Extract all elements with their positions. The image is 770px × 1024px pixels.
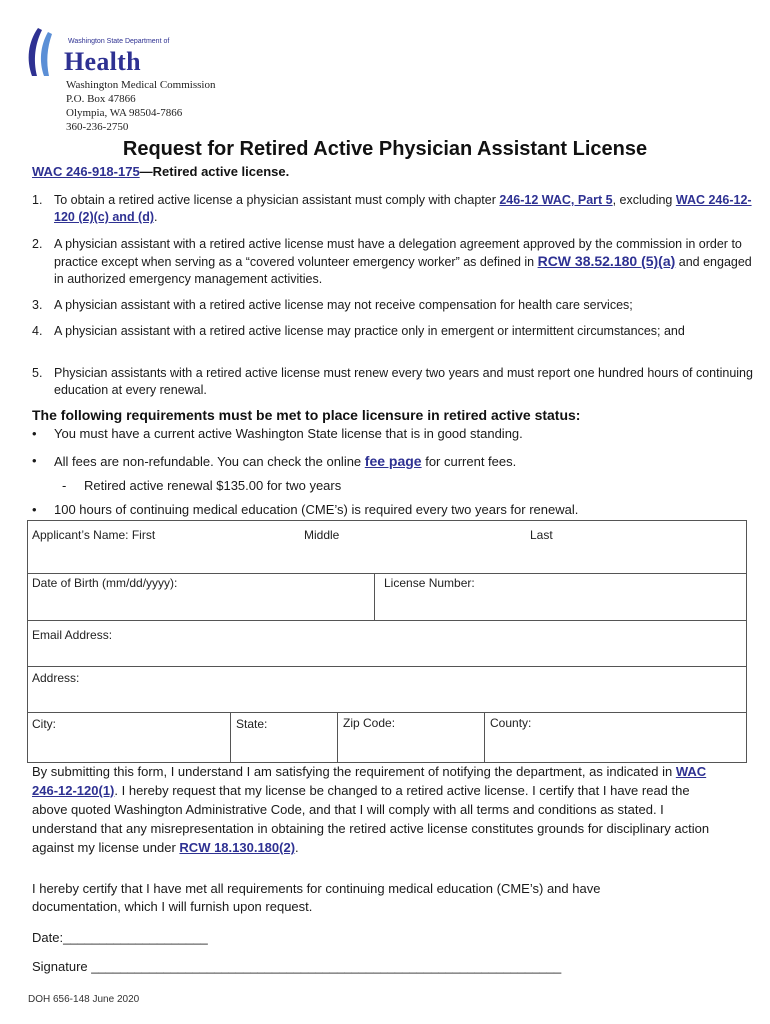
- bullet-icon: •: [32, 453, 37, 468]
- logo-health-text: Health: [64, 47, 141, 76]
- form-number-footer: DOH 656-148 June 2020: [28, 994, 140, 1005]
- form-border: [27, 620, 747, 621]
- address-line: 360-236-2750: [66, 121, 129, 133]
- date-of-birth-field[interactable]: Date of Birth (mm/dd/yyyy):: [32, 576, 178, 590]
- signature-field[interactable]: Signature _________________________________________________________________: [32, 959, 562, 974]
- form-border: [230, 712, 231, 762]
- rule-item: [32, 236, 762, 290]
- form-border: [337, 712, 338, 762]
- bullet-icon: •: [32, 426, 37, 441]
- rule-item: [32, 323, 762, 359]
- requirement-text: All fees are non-refundable. You can check the online fee page for current fees.: [54, 453, 517, 469]
- rule-text: To obtain a retired active license a physician assistant must comply with chapter 246-12 WAC, Part 5, excluding WAC 246-12-120 (2)(c) and (d).: [54, 193, 752, 224]
- wac-246-12-120-link[interactable]: WAC 246-12-120 (2)(c) and (d): [54, 193, 752, 224]
- form-border: [27, 712, 747, 713]
- address-line: P.O. Box 47866: [66, 93, 136, 105]
- city-field[interactable]: City:: [32, 717, 56, 731]
- requirement-sub-bullet: [62, 478, 662, 496]
- requirement-bullet: [32, 426, 752, 444]
- requirements-heading: The following requirements must be met to place licensure in retired active status:: [32, 407, 581, 423]
- email-address-field[interactable]: Email Address:: [32, 628, 113, 642]
- form-border: [484, 712, 485, 762]
- middle-name-field[interactable]: Middle: [304, 528, 340, 542]
- requirement-text: Retired active renewal $135.00 for two years: [84, 478, 342, 493]
- state-field[interactable]: State:: [236, 717, 268, 731]
- form-border: [746, 520, 747, 763]
- address-line: Olympia, WA 98504-7866: [66, 107, 183, 119]
- requirement-bullet: [32, 453, 752, 471]
- zip-code-field[interactable]: Zip Code:: [343, 716, 396, 730]
- last-name-field[interactable]: Last: [530, 528, 553, 542]
- license-number-field[interactable]: License Number:: [384, 576, 475, 590]
- rule-text: A physician assistant with a retired active license must have a delegation agreement approved by the commission in order to practice except when serving as a “covered volunteer emergency worker” as defined in RCW 38.52.180 (5)(a) and engaged in authorized emergency management activities.: [54, 237, 752, 286]
- address-field[interactable]: Address:: [32, 671, 80, 685]
- rule-item: [32, 365, 762, 401]
- requirement-text: 100 hours of continuing medical education (CME’s) is required every two years for renewal.: [54, 502, 579, 517]
- rule-text: A physician assistant with a retired active license may practice only in emergent or intermittent circumstances; and: [54, 324, 685, 338]
- rcw-38-52-180-link[interactable]: RCW 38.52.180 (5)(a): [537, 253, 676, 269]
- date-signature-field[interactable]: Date:____________________: [32, 930, 208, 945]
- certification-statement: By submitting this form, I understand I am satisfying the requirement of notifying the department, as indicated in WAC 246-12-120(1). I hereby request that my license be changed to a retired active license. I certify that I have read the above quoted Washington Administrative Code, and that I will comply with all terms and conditions as stated. I understand that any misrepresentation in obtaining the retired active license constitutes grounds for disciplinary action against my license under RCW 18.130.180(2).: [32, 764, 710, 855]
- requirement-bullet: [32, 502, 752, 520]
- rule-item: [32, 297, 762, 315]
- form-border: [27, 573, 747, 574]
- rule-number: 2.: [32, 237, 43, 251]
- county-field[interactable]: County:: [490, 716, 532, 730]
- wac-246-12-120-1-link[interactable]: WAC 246-12-120(1): [32, 764, 707, 798]
- form-border: [27, 666, 747, 667]
- rule-number: 1.: [32, 193, 43, 207]
- fee-page-link[interactable]: fee page: [364, 453, 422, 469]
- rule-text: A physician assistant with a retired active license may not receive compensation for health care services;: [54, 298, 633, 312]
- address-line: Washington Medical Commission: [66, 79, 216, 91]
- wac-246-12-part5-link[interactable]: 246-12 WAC, Part 5: [499, 193, 613, 207]
- page-title: Request for Retired Active Physician Assistant License: [122, 138, 648, 160]
- wac-reference-text: —Retired active license.: [139, 164, 290, 179]
- rcw-18-130-180-link[interactable]: RCW 18.130.180(2): [179, 840, 296, 855]
- bullet-icon: •: [32, 502, 37, 517]
- dash-icon: -: [62, 478, 67, 493]
- rule-number: 4.: [32, 324, 43, 338]
- logo-department-text: Washington State Department of: [68, 38, 170, 45]
- requirement-text: You must have a current active Washington State license that is in good standing.: [54, 426, 523, 441]
- rule-number: 3.: [32, 298, 43, 312]
- applicant-first-name-field[interactable]: Applicant’s Name: First: [32, 528, 156, 542]
- form-border: [27, 520, 28, 763]
- cme-certification: I hereby certify that I have met all requirements for continuing medical education (CME’s) and have documentation, which I will furnish upon request.: [32, 881, 601, 914]
- form-border: [27, 520, 747, 521]
- rule-text: Physician assistants with a retired active license must renew every two years and must report one hundred hours of continuing education at every renewal.: [54, 366, 753, 397]
- rule-number: 5.: [32, 366, 43, 380]
- wac-reference: [32, 164, 289, 179]
- rule-item: [32, 192, 762, 228]
- form-border: [374, 573, 375, 620]
- wac-246-918-175-link[interactable]: WAC 246-918-175: [32, 164, 140, 179]
